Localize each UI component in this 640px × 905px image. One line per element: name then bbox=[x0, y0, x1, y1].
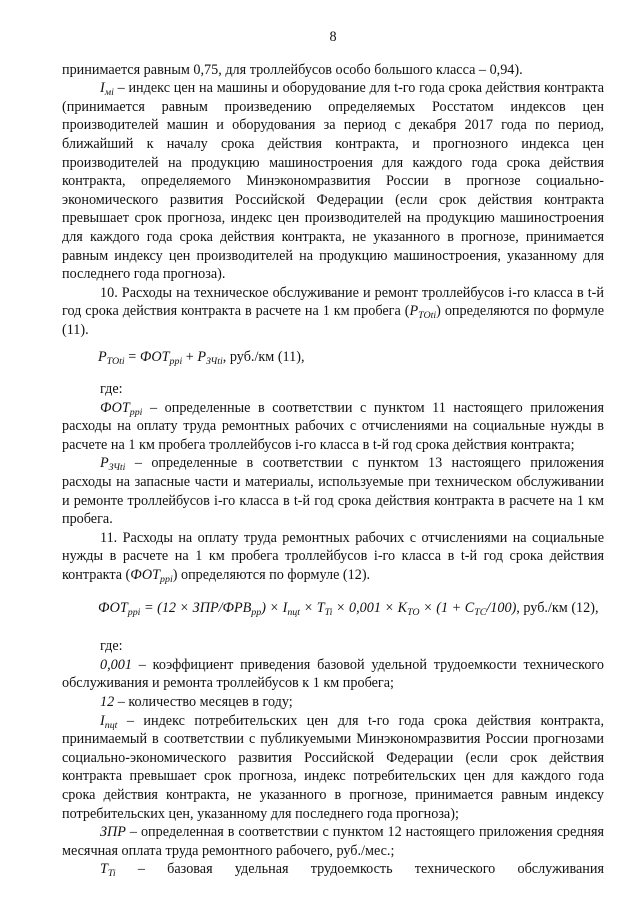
paragraph-coefficient: 0,001 – коэффициент приведения базовой удельной трудоемкости технического обслуживания и ремонта троллейбусов к 1 км пробега; bbox=[62, 656, 604, 692]
paragraph-item-11: 11. Расходы на оплату труда ремонтных рабочих с отчислениями на социальные нужды в расчете на 1 км пробега троллейбусов i-го класса в t-й год срока действия контракта $(ФОТ_{ppi})$ определяются по формуле (12). bbox=[62, 529, 604, 586]
symbol-i-m: $I_{мi}$ bbox=[100, 80, 114, 99]
paragraph-months: 12 – количество месяцев в году; bbox=[100, 694, 293, 710]
paragraph-tt-definition: $T_{Ti}$ – базовая удельная трудоемкость технического обслуживания bbox=[100, 861, 604, 880]
symbol-p-to: $P_{TOti}$ bbox=[409, 303, 437, 322]
paragraph-continuation: принимается равным 0,75, для троллейбусов особо большого класса – 0,94). bbox=[62, 61, 523, 78]
where-label-2: где: bbox=[100, 638, 123, 655]
paragraph-consumer-index: $I_{пцt}$ – индекс потребительских цен для t-го года срока действия контракта, принимаемый в соответствии с публикуемыми Минэкономразвития России прогнозами социально-экономического развития Российской Федерации (если срок действия контракта превышает срок прогноза, индекс потребительских цен для каждого года срока действия контракта, не указанного в прогнозе, принимается равным индексу потребительских цен, указанному для последнего года прогноза); bbox=[62, 712, 604, 822]
paragraph-zpr: ЗПР – определенная в соответствии с пунктом 12 настоящего приложения средняя месячная оплата труда ремонтного рабочего, руб./мес.; bbox=[62, 824, 604, 859]
formula-11: $P_{TOti} = ФОТ_{ppi} + P_{ЗЧti}$, руб./км (11), bbox=[98, 348, 305, 367]
formula-12: $ФОТ_{ppi} = (12 \times ЗПР/ФРВ_{pp}) \times I_{пцt} \times T_{Ti} \times 0,001 \times K_{TO} \times (1 + C_{TC}/100)$, руб./км (12), bbox=[98, 599, 599, 618]
paragraph-machine-index: $I_{мi}$ – индекс цен на машины и оборудование для t-го года срока действия контракта (принимается равным произведению определяемых Росстатом индексов цен производителей машин и оборудования за период с декабря 2017 года по период, ближайший к началу срока действия контракта, и прогнозного индекса цен производителей на продукцию машиностроения для каждого года срока действия контракта, определяемого Минэкономразвития России в прогнозе социально-экономического развития Российской Федерации (если срок действия контракта превышает срок прогноза, индекс цен производителей на продукцию машиностроения для каждого года срока действия контракта, не указанного в прогнозе, принимается равным индексу цен производителей на продукцию машиностроения, указанному для последнего года прогноза). bbox=[62, 80, 604, 283]
paragraph-fot-definition: $ФОТ_{ppi}$ – определенные в соответствии с пунктом 11 настоящего приложения расходы на оплату труда ремонтных рабочих с отчислениями на социальные нужды в расчете на 1 км пробега троллейбусов i-го класса в t-й год срока действия контракта; bbox=[62, 399, 604, 453]
paragraph-pzch-definition: $P_{ЗЧti}$ – определенные в соответствии с пунктом 13 настоящего приложения расходы на запасные части и материалы, используемые при техническом обслуживании и ремонте троллейбусов i-го класса в t-й год срока действия контракта в расчете на 1 км пробега. bbox=[62, 455, 604, 528]
paragraph-item-10: 10. Расходы на техническое обслуживание и ремонт троллейбусов i-го класса в t-й год срока действия контракта в расчете на 1 км пробега $(P_{TOti})$ определяются по формуле (11). bbox=[62, 284, 604, 338]
where-label-1: где: bbox=[100, 381, 123, 398]
page-number: 8 bbox=[329, 29, 337, 45]
